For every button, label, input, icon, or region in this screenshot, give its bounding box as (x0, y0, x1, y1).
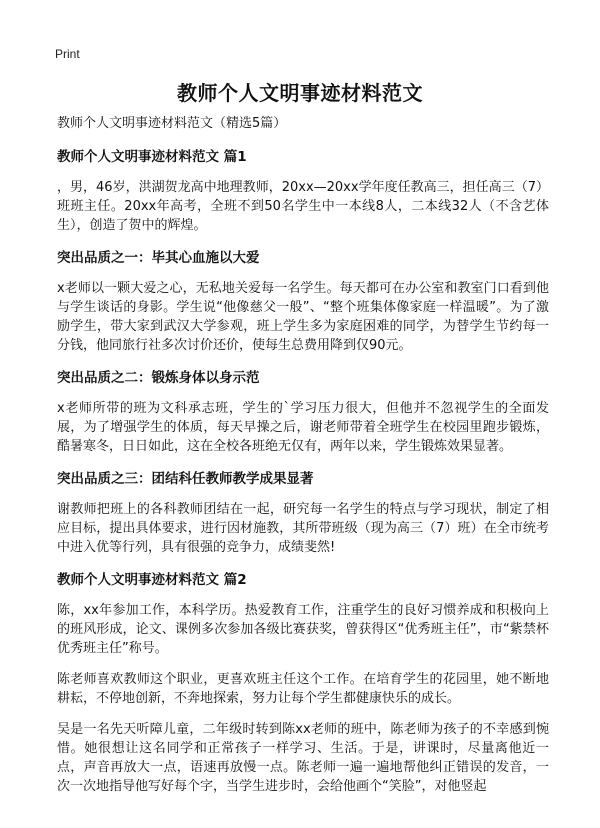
quality-heading-1: 突出品质之一：毕其心血施以大爱 (57, 250, 260, 266)
section-heading-1: 教师个人文明事迹材料范文 篇1 (57, 149, 247, 165)
quality-heading-3: 突出品质之三：团结科任教师教学成果显著 (57, 471, 314, 487)
paragraph-7: 吴是一名先天听障儿童，二年级时转到陈xx老师的班中，陈老师为孩子的不幸感到惋惜。她很想让这名同学和正常孩子一样学习、生活。于是，讲课时，尽量离他近一点，声音再放大一点，语速再放慢一点。陈老师一遍一遍地帮他纠正错误的发音，一次一次地指导他写好每个字，当学生进步时，会给他画个“笑脸”，对他竖起 (57, 722, 549, 794)
section-heading-2: 教师个人文明事迹材料范文 篇2 (57, 572, 247, 588)
paragraph-6: 陈老师喜欢教师这个职业，更喜欢班主任这个工作。在培育学生的花园里，她不断地耕耘，不停地创新，不奔地探索，努力让每个学生都健康快乐的成长。 (57, 672, 549, 706)
paragraph-2: x老师以一颗大爱之心，无私地关爱每一名学生。每天都可在办公室和教室门口看到他与学生谈话的身影。学生说“他像慈父一般”、“整个班集体像家庭一样温暖”。为了激励学生，带大家到武汉大学参观，班上学生多为家庭困难的同学，为替学生节约每一分钱，他同旅行社多次讨价还价，使每生总费用降到仅90元。 (57, 281, 549, 353)
intro-line: 教师个人文明事迹材料范文（精选5篇） (57, 116, 287, 131)
paragraph-4: 谢教师把班上的各科教师团结在一起，研究每一名学生的特点与学习现状，制定了相应目标，提出具体要求，进行因材施教，其所带班级（现为高三（7）班）在全市统考中进入优等行列，具有很强的竞争力，成绩斐然! (57, 502, 549, 555)
paragraph-5: 陈，xx年参加工作，本科学历。热爱教育工作，注重学生的良好习惯养成和积极向上的班风形成，论文、课例多次参加各级比赛获奖，曾获得区“优秀班主任”，市“紫禁杯优秀班主任”称号。 (57, 603, 549, 656)
quality-heading-2: 突出品质之二：锻炼身体以身示范 (57, 370, 260, 386)
paragraph-1: ，男，46岁，洪湖贺龙高中地理教师，20xx—20xx学年度任教高三，担任高三（7）班班主任。20xx年高考，全班不到50名学生中一本线8人，二本线32人（不含艺体生），创造了贺中的辉煌。 (57, 180, 549, 233)
paragraph-3: x老师所带的班为文科承志班，学生的`学习压力很大，但他并不忽视学生的全面发展，为了增强学生的体质，每天早操之后，谢老师带着全班学生在校园里跑步锻炼，酷暑寒冬，日日如此，这在全校各班绝无仅有，两年以来，学生锻炼效果显著。 (57, 401, 549, 454)
document-title: 教师个人文明事迹材料范文 (177, 81, 423, 105)
print-label: Print (55, 47, 80, 61)
document-body (57, 115, 549, 810)
